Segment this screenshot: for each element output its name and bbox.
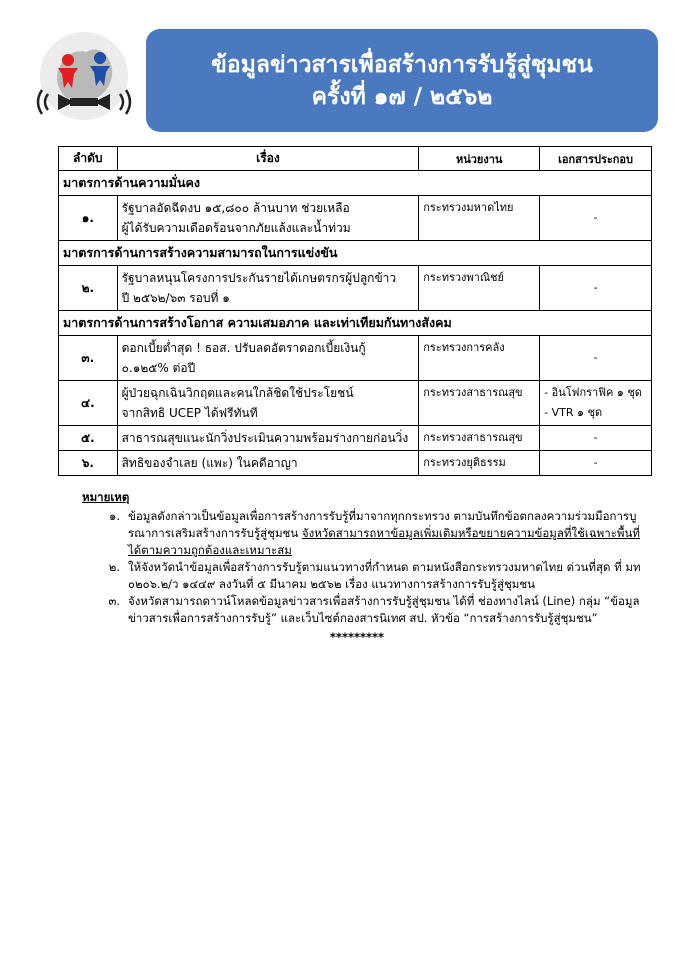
note-number: ๒. [108,560,120,574]
row-number: ๔. [59,381,118,426]
row-number: ๑. [59,196,118,241]
page-title: ข้อมูลข่าวสารเพื่อสร้างการรับรู้สู่ชุมชน [211,52,593,78]
col-header-documents: เอกสารประกอบ [540,147,652,171]
row-topic [117,381,419,426]
table-row [59,451,652,476]
topic-line: ๐.๑๒๕% ต่อปี [121,361,196,375]
document-item: - อินโฟกราฟิค ๑ ชุด [544,386,642,399]
topic-line: ดอกเบี้ยต่ำสุด ! ธอส. ปรับลดอัตราดอกเบี้ยเงินกู้ [121,341,366,355]
row-topic: สาธารณสุขแนะนักวิ่งประเมินความพร้อมร่างกายก่อนวิ่ง [117,426,419,451]
row-agency: กระทรวงยุติธรรม [419,451,540,476]
note-item [82,559,642,593]
note-emphasis: จังหวัดสามารถหาข้อมูลเพิ่มเติมหรือขยายความข้อมูลที่ใช้เฉพาะพื้นที่ได้ตามความถูกต้องและเหมาะสม [128,526,640,557]
section-title: มาตรการด้านความมั่นคง [59,171,652,196]
table-row [59,196,652,241]
topic-line: รัฐบาลหนุนโครงการประกันรายได้เกษตรกรผู้ปลูกข้าว [121,271,397,285]
note-text [128,508,642,559]
row-documents: - [540,196,652,241]
row-topic [117,336,419,381]
row-agency: กระทรวงสาธารณสุข [419,381,540,426]
section-row [59,311,652,336]
row-number: ๖. [59,451,118,476]
people-megaphone-logo [30,30,138,130]
row-documents: - [540,336,652,381]
document-item: - VTR ๑ ชุด [544,406,603,419]
section-title: มาตรการด้านการสร้างโอกาส ความเสมอภาค และเท่าเทียมกันทางสังคม [59,311,652,336]
row-agency: กระทรวงการคลัง [419,336,540,381]
topic-line: ปี ๒๕๖๒/๖๓ รอบที่ ๑ [121,291,230,305]
row-number: ๕. [59,426,118,451]
table-row [59,336,652,381]
note-body: ข้อมูลดังกล่าวเป็นข้อมูลเพื่อการสร้างการรับรู้ที่มาจากทุกกระทรวง ตามบันทึกข้อตกลงความร่วมมือการบูรณาการเสริมสร้างการรับรู้สู่ชุมชน [128,509,637,540]
topic-line: รัฐบาลอัดฉีดงบ ๑๕,๘๐๐ ล้านบาท ช่วยเหลือ [121,201,350,215]
table-row [59,381,652,426]
notes-heading: หมายเหตุ [82,490,130,504]
section-title: มาตรการด้านการสร้างความสามารถในการแข่งขัน [59,241,652,266]
note-number: ๑. [109,509,120,523]
section-row [59,171,652,196]
row-documents: - [540,426,652,451]
row-documents [540,381,652,426]
news-table [58,146,652,476]
note-text: ให้จังหวัดนำข้อมูลเพื่อสร้างการรับรู้ตามแนวทางที่กำหนด ตามหนังสือกระทรวงมหาดไทย ด่วนที่สุด ที่ มท ๐๒๐๖.๒/ว ๑๔๔๙ ลงวันที่ ๕ มีนาคม ๒๕๖๒ เรื่อง แนวทางการสร้างการรับรู้สู่ชุมชน [128,560,641,591]
row-topic [117,196,419,241]
row-documents: - [540,266,652,311]
note-item [82,593,642,627]
row-number: ๒. [59,266,118,311]
note-text: จังหวัดสามารถดาวน์โหลดข้อมูลข่าวสารเพื่อสร้างการรับรู้สู่ชุมชน ได้ที่ ช่องทางไลน์ (Line) กลุ่ม “ข้อมูลข่าวสารเพื่อการสร้างการรับรู้” และเว็บไซต์กองสารนิเทศ สป. หัวข้อ “การสร้างการรับรู้สู่ชุมชน” [128,594,640,625]
section-row [59,241,652,266]
row-agency: กระทรวงพาณิชย์ [419,266,540,311]
topic-line: ผู้ป่วยฉุกเฉินวิกฤตและคนใกล้ชิดใช้ประโยชน์ [121,386,354,400]
topic-line: จากสิทธิ UCEP ได้ฟรีทันที [121,406,258,420]
table-row [59,426,652,451]
col-header-agency: หน่วยงาน [419,147,540,171]
issue-number: ครั้งที่ ๑๗ / ๒๕๖๒ [311,84,493,110]
table-header [59,147,652,171]
topic-line: ผู้ได้รับความเดือดร้อนจากภัยแล้งและน้ำท่วม [121,221,351,235]
row-number: ๓. [59,336,118,381]
row-topic [117,266,419,311]
note-number: ๓. [108,594,120,608]
col-header-number: ลำดับ [59,147,118,171]
title-banner [146,29,658,132]
row-documents: - [540,451,652,476]
end-mark: ********* [329,630,385,644]
table-row [59,266,652,311]
row-topic: สิทธิของจำเลย (แพะ) ในคดีอาญา [117,451,419,476]
row-agency: กระทรวงสาธารณสุข [419,426,540,451]
row-agency: กระทรวงมหาดไทย [419,196,540,241]
col-header-topic: เรื่อง [117,147,419,171]
notes-section [82,489,642,646]
note-item [82,508,642,559]
